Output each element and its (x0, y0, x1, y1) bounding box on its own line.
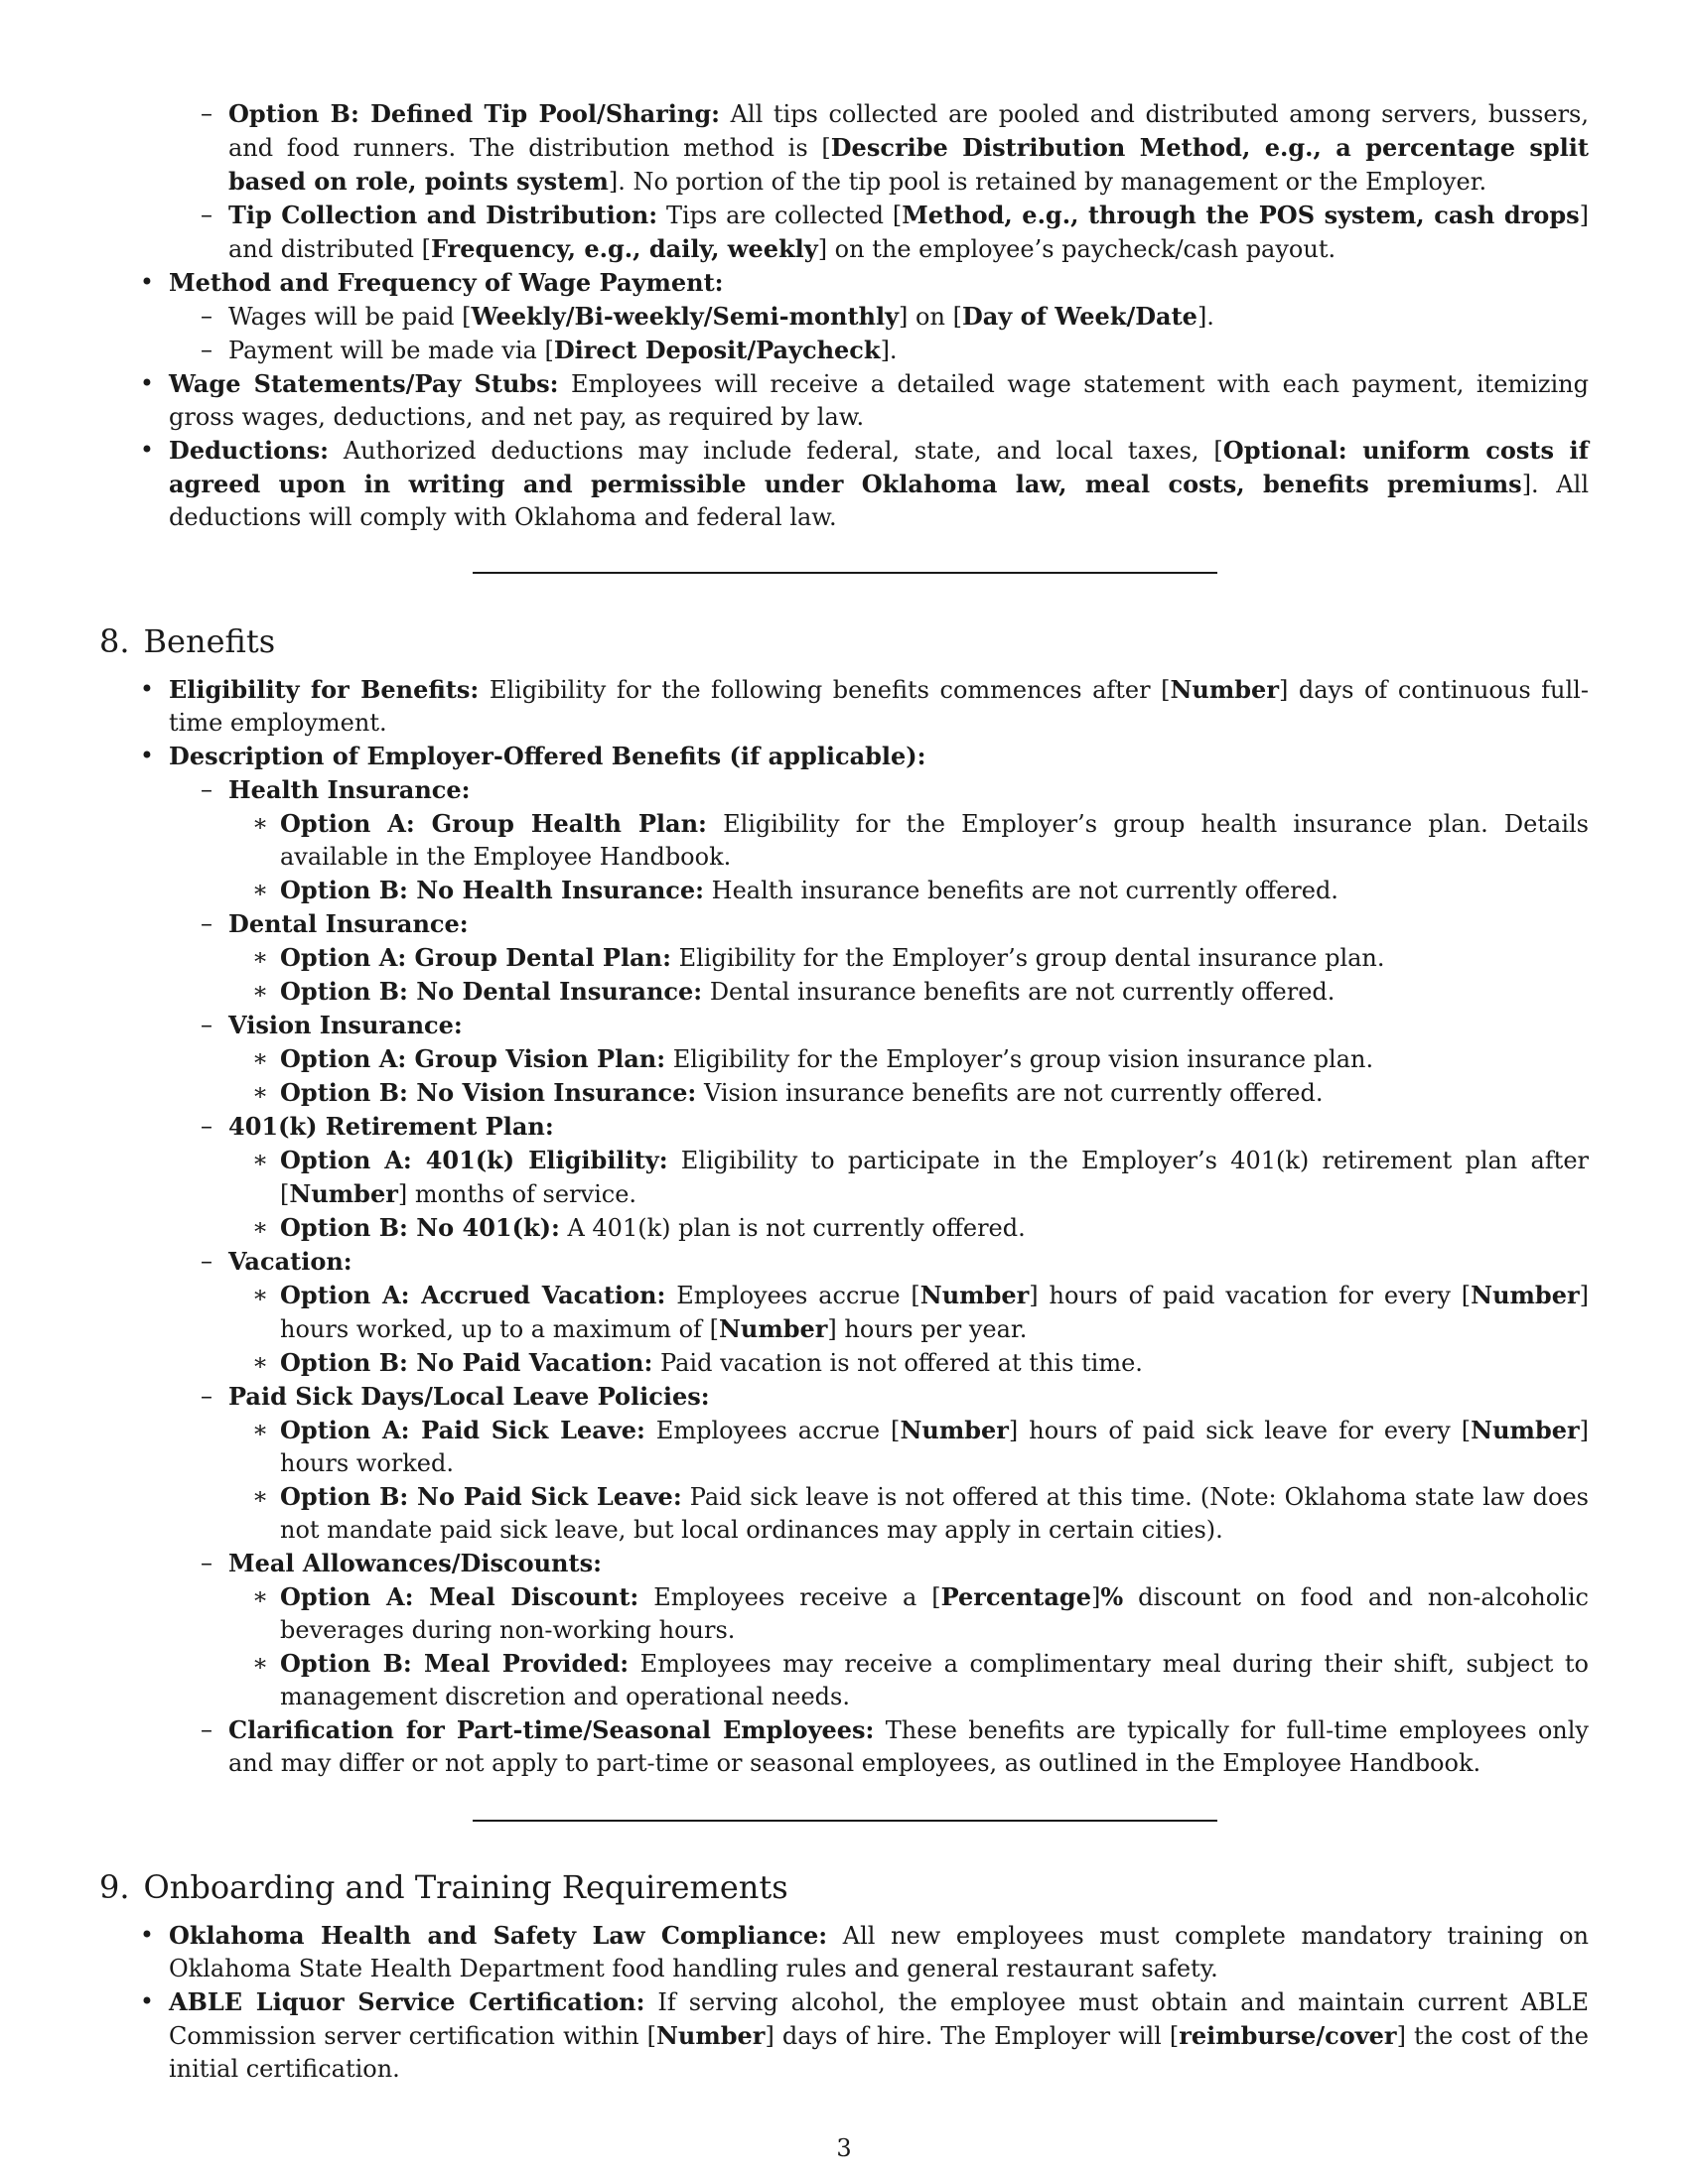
dash-marker: – (201, 1549, 212, 1576)
placeholder-text: Describe Distribution Method, e.g., a percentage split based on role, points system (228, 133, 1590, 196)
item-text: Eligibility for the Employer’s group vision insurance plan. (672, 1045, 1374, 1073)
list-item (99, 367, 1589, 434)
list-item (99, 1580, 1589, 1647)
page-number: 3 (836, 2134, 852, 2162)
item-text: Employees may receive a complimentary meal during their shift, subject to management discretion and operational needs. (280, 1650, 1590, 1710)
item-text: Eligibility for the Employer’s group health insurance plan. Details available in the Employee Handbook. (280, 810, 1589, 871)
placeholder-text: Number (289, 1179, 398, 1208)
item-text: Eligibility to participate in the Employer’s 401(k) retirement plan after [ (280, 1147, 1590, 1208)
section-heading-benefits: 8. Benefits (99, 622, 276, 660)
item-text: ] hours of paid vacation for every [ (1029, 1282, 1472, 1309)
asterisk-marker: ∗ (251, 1078, 269, 1106)
list-item (99, 97, 1589, 199)
item-text: ]. No portion of the tip pool is retained by management or the Employer. (608, 168, 1487, 196)
wage-payment-list (99, 97, 1589, 534)
asterisk-marker: ∗ (251, 1482, 269, 1510)
item-text: Paid vacation is not offered at this time. (660, 1349, 1143, 1377)
section-heading-onboarding: 9. Onboarding and Training Requirements (99, 1868, 788, 1906)
asterisk-marker: ∗ (251, 1649, 269, 1677)
placeholder-text: Number (1170, 675, 1279, 704)
item-label: 401(k) Retirement Plan: (228, 1112, 554, 1141)
item-label: Option A: Accrued Vacation: (280, 1281, 666, 1309)
item-text: Vision insurance benefits are not currently offered. (703, 1079, 1324, 1107)
item-label: Method and Frequency of Wage Payment: (169, 268, 724, 297)
item-label: Vacation: (228, 1247, 352, 1276)
asterisk-marker: ∗ (251, 1582, 269, 1610)
item-text: ] hours worked. (280, 1417, 1590, 1477)
dash-marker: – (201, 775, 212, 803)
list-item (99, 975, 1589, 1009)
item-label: Clarification for Part-time/Seasonal Employees: (228, 1715, 875, 1744)
asterisk-marker: ∗ (251, 1044, 269, 1072)
item-text: ]. (1196, 303, 1214, 331)
asterisk-marker: ∗ (251, 876, 269, 903)
item-label: Option B: No Paid Sick Leave: (280, 1482, 682, 1511)
item-label: Eligibility for Benefits: (169, 675, 480, 704)
bullet-marker: • (139, 1921, 155, 1949)
placeholder-text: Number (655, 2021, 766, 2050)
list-item (99, 266, 1589, 300)
item-label: Vision Insurance: (228, 1011, 463, 1039)
item-label: Option A: 401(k) Eligibility: (280, 1146, 668, 1174)
dash-marker: – (201, 1382, 212, 1410)
item-text: ] hours per year. (827, 1315, 1028, 1343)
item-text: Employees accrue [ (655, 1417, 901, 1444)
item-label: Dental Insurance: (228, 909, 469, 938)
asterisk-marker: ∗ (251, 1146, 269, 1173)
item-label: Option A: Group Vision Plan: (280, 1044, 666, 1073)
item-text: All new employees must complete mandatory training on Oklahoma State Health Department food handling rules and general restaurant safety. (169, 1922, 1589, 1982)
placeholder-text: reimburse/cover (1179, 2021, 1397, 2050)
list-item (99, 1414, 1589, 1480)
list-item (99, 1279, 1589, 1346)
bullet-marker: • (139, 268, 155, 296)
item-text: All tips collected are pooled and distributed among servers, bussers, and food runners. The distribution method is [ (228, 100, 1589, 162)
asterisk-marker: ∗ (251, 1416, 269, 1443)
item-label: Health Insurance: (228, 775, 471, 804)
item-label: Option B: No 401(k): (280, 1213, 560, 1242)
bullet-marker: • (139, 675, 155, 703)
bullet-marker: • (139, 742, 155, 769)
placeholder-text: Weekly/Bi-weekly/Semi-monthly (471, 302, 900, 331)
item-text: ] hours of paid sick leave for every [ (1008, 1417, 1472, 1444)
bullet-marker: • (139, 436, 155, 464)
item-text: ] (1090, 1583, 1101, 1611)
item-label: Option B: No Dental Insurance: (280, 977, 703, 1006)
item-label: Option B: Meal Provided: (280, 1649, 630, 1678)
list-item (99, 1042, 1589, 1076)
list-item (99, 740, 1589, 773)
item-text: ] hours worked, up to a maximum of [ (280, 1282, 1589, 1343)
list-item (99, 1211, 1589, 1245)
list-item (99, 1076, 1589, 1110)
item-label: Oklahoma Health and Safety Law Compliance: (169, 1921, 828, 1950)
asterisk-marker: ∗ (251, 1348, 269, 1376)
section-divider (473, 572, 1217, 574)
bullet-marker: • (139, 1987, 155, 2015)
placeholder-text: Direct Deposit/Paycheck (553, 336, 881, 364)
placeholder-text: Number (900, 1416, 1009, 1444)
item-text: ] days of hire. The Employer will [ (765, 2022, 1180, 2050)
list-item (99, 1245, 1589, 1279)
item-text: Dental insurance benefits are not currently offered. (709, 978, 1336, 1006)
placeholder-text: Day of Week/Date (961, 302, 1197, 331)
dash-marker: – (201, 1715, 212, 1743)
list-item (99, 1144, 1589, 1211)
item-text: Eligibility for the following benefits commences after [ (489, 676, 1171, 704)
section-divider (473, 1820, 1217, 1822)
item-text: Employees accrue [ (676, 1282, 920, 1309)
list-item (99, 1985, 1589, 2086)
item-text: ] days of continuous full-time employment. (169, 676, 1589, 737)
item-text: Health insurance benefits are not currently offered. (711, 877, 1338, 904)
item-text: ] on [ (899, 303, 962, 331)
list-item (99, 673, 1589, 740)
list-item (99, 1009, 1589, 1042)
placeholder-text: Frequency, e.g., daily, weekly (430, 234, 818, 263)
item-text: Authorized deductions may include federal, state, and local taxes, [ (343, 437, 1223, 465)
item-text: Payment will be made via [ (228, 337, 554, 364)
item-label: Option B: Defined Tip Pool/Sharing: (228, 99, 720, 128)
item-text: ] on the employee’s paycheck/cash payout. (817, 235, 1336, 263)
asterisk-marker: ∗ (251, 977, 269, 1005)
item-label: Option B: No Paid Vacation: (280, 1348, 653, 1377)
list-item (99, 1713, 1589, 1780)
item-label: Tip Collection and Distribution: (228, 201, 658, 229)
dash-marker: – (201, 1247, 212, 1275)
list-item (99, 199, 1589, 266)
dash-marker: – (201, 201, 212, 228)
page-content (99, 97, 1589, 2086)
dash-marker: – (201, 1112, 212, 1140)
list-item (99, 907, 1589, 941)
list-item (99, 1380, 1589, 1414)
item-text: These benefits are typically for full-time employees only and may differ or not apply to part-time or seasonal employees, as outlined in the Employee Handbook. (228, 1716, 1589, 1777)
item-label: Description of Employer-Offered Benefits (if applicable): (169, 742, 926, 770)
item-text: Employees receive a [ (653, 1583, 941, 1611)
item-label: Option B: No Vision Insurance: (280, 1078, 697, 1107)
bullet-marker: • (139, 369, 155, 397)
list-item (99, 1346, 1589, 1380)
list-item (99, 773, 1589, 807)
asterisk-marker: ∗ (251, 1213, 269, 1241)
list-item (99, 300, 1589, 334)
placeholder-text: Number (718, 1314, 828, 1343)
onboarding-list (99, 1919, 1589, 2086)
dash-marker: – (201, 99, 212, 127)
item-label: Option A: Meal Discount: (280, 1582, 639, 1611)
asterisk-marker: ∗ (251, 943, 269, 971)
dash-marker: – (201, 302, 212, 330)
list-item (99, 807, 1589, 874)
item-text: discount on food and non-alcoholic beverages during non-working hours. (280, 1583, 1589, 1644)
item-text: If serving alcohol, the employee must obtain and maintain current ABLE Commission server certification within [ (169, 1988, 1589, 2050)
item-text: ] and distributed [ (228, 202, 1589, 263)
item-text: A 401(k) plan is not currently offered. (567, 1214, 1026, 1242)
list-item (99, 1480, 1589, 1547)
benefits-list (99, 673, 1589, 1780)
list-item (99, 334, 1589, 367)
placeholder-text: Method, e.g., through the POS system, cash drops (902, 201, 1580, 229)
list-item (99, 1919, 1589, 1985)
item-label: Option A: Paid Sick Leave: (280, 1416, 645, 1444)
list-item (99, 1110, 1589, 1144)
item-label: Paid Sick Days/Local Leave Policies: (228, 1382, 710, 1411)
item-text: Tips are collected [ (665, 202, 903, 229)
dash-marker: – (201, 1011, 212, 1038)
list-item (99, 1547, 1589, 1580)
item-label: Wage Statements/Pay Stubs: (169, 369, 559, 398)
item-text: Eligibility for the Employer’s group dental insurance plan. (678, 944, 1385, 972)
list-item (99, 434, 1589, 534)
placeholder-text: Number (1471, 1416, 1580, 1444)
item-text: ] the cost of the initial certification. (169, 2022, 1590, 2083)
item-label: ABLE Liquor Service Certification: (169, 1987, 645, 2016)
list-item (99, 1647, 1589, 1713)
dash-marker: – (201, 909, 212, 937)
placeholder-text: Number (1471, 1281, 1580, 1309)
list-item (99, 874, 1589, 907)
placeholder-text: Percentage (940, 1582, 1091, 1611)
item-text: Paid sick leave is not offered at this time. (Note: Oklahoma state law does not mandate paid sick leave, but local ordinances may apply in certain cities). (280, 1483, 1589, 1544)
item-text: ] months of service. (397, 1180, 637, 1208)
placeholder-text: Number (919, 1281, 1030, 1309)
item-label: Deductions: (169, 436, 329, 465)
item-text: ]. (880, 337, 898, 364)
item-label: Option A: Group Health Plan: (280, 809, 707, 838)
list-item (99, 941, 1589, 975)
item-label: Option B: No Health Insurance: (280, 876, 705, 904)
placeholder-text: % (1100, 1582, 1124, 1611)
item-text: Employees will receive a detailed wage statement with each payment, itemizing gross wages, deductions, and net pay, as required by law. (169, 370, 1589, 431)
item-label: Meal Allowances/Discounts: (228, 1549, 602, 1577)
item-label: Option A: Group Dental Plan: (280, 943, 671, 972)
item-text: ]. All deductions will comply with Oklahoma and federal law. (169, 471, 1589, 531)
dash-marker: – (201, 336, 212, 363)
asterisk-marker: ∗ (251, 809, 269, 837)
placeholder-text: Optional: uniform costs if agreed upon in writing and permissible under Oklahoma law, meal costs, benefits premiums (169, 436, 1589, 498)
asterisk-marker: ∗ (251, 1281, 269, 1308)
item-text: Wages will be paid [ (228, 303, 472, 331)
